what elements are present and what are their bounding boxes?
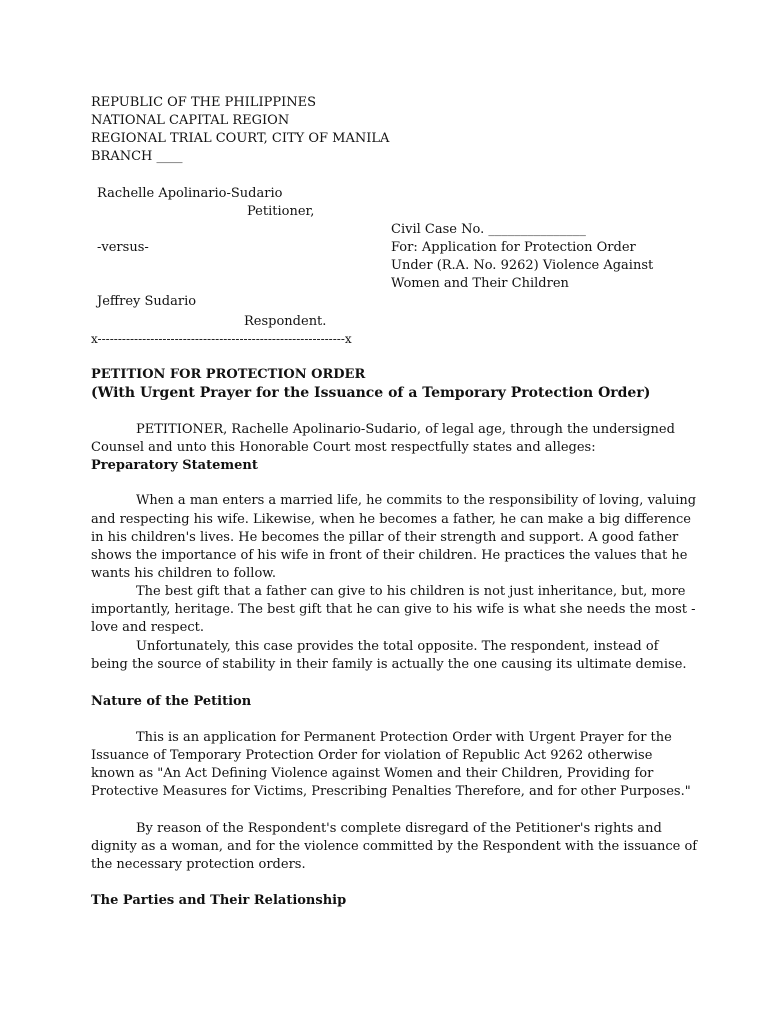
petitioner-role: Petitioner, (247, 204, 315, 219)
versus-label: -versus- (97, 240, 149, 255)
heading-preparatory-statement: Preparatory Statement (91, 458, 258, 473)
heading-parties-relationship: The Parties and Their Relationship (91, 893, 347, 908)
paragraph-line: love and respect. (91, 620, 204, 635)
intro-line-2: Counsel and unto this Honorable Court most respectfully states and alleges: (91, 440, 596, 455)
caption-divider: x-------------------------------------------------------------x (91, 332, 352, 346)
paragraph-line: known as "An Act Defining Violence against Women and their Children, Providing for (91, 766, 654, 781)
paragraph-line: being the source of stability in their family is actually the one causing its ultimate demise. (91, 657, 687, 672)
petitioner-name: Rachelle Apolinario-Sudario (97, 186, 283, 201)
paragraph-line: shows the importance of his wife in front of their children. He practices the values that he (91, 548, 688, 563)
paragraph-line: This is an application for Permanent Protection Order with Urgent Prayer for the (136, 730, 672, 745)
paragraph-line: dignity as a woman, and for the violence committed by the Respondent with the issuance of (91, 839, 698, 854)
for-line-1: For: Application for Protection Order (391, 240, 636, 255)
header-republic: REPUBLIC OF THE PHILIPPINES (91, 95, 316, 110)
paragraph-line: wants his children to follow. (91, 566, 276, 581)
paragraph-line: By reason of the Respondent's complete disregard of the Petitioner's rights and (136, 821, 662, 836)
paragraph-line: and respecting his wife. Likewise, when he becomes a father, he can make a big difference (91, 512, 691, 527)
paragraph-line: importantly, heritage. The best gift that he can give to his wife is what she needs the most - (91, 602, 696, 617)
paragraph-line: Protective Measures for Victims, Prescribing Penalties Therefore, and for other Purposes." (91, 784, 691, 799)
petition-subtitle: (With Urgent Prayer for the Issuance of a Temporary Protection Order) (91, 385, 651, 401)
civil-case-number: Civil Case No. _______________ (391, 222, 586, 237)
intro-line-1: PETITIONER, Rachelle Apolinario-Sudario, of legal age, through the undersigned (136, 422, 675, 437)
heading-nature-of-petition: Nature of the Petition (91, 694, 252, 709)
respondent-name: Jeffrey Sudario (97, 294, 197, 309)
paragraph-line: Issuance of Temporary Protection Order for violation of Republic Act 9262 otherwise (91, 748, 653, 763)
paragraph-line: When a man enters a married life, he commits to the responsibility of loving, valuing (136, 493, 697, 508)
paragraph-line: in his children's lives. He becomes the pillar of their strength and support. A good father (91, 530, 679, 545)
header-court: REGIONAL TRIAL COURT, CITY OF MANILA (91, 131, 390, 146)
paragraph-line: The best gift that a father can give to his children is not just inheritance, but, more (136, 584, 686, 599)
for-line-2: Under (R.A. No. 9262) Violence Against (391, 258, 654, 273)
petition-title: PETITION FOR PROTECTION ORDER (91, 367, 366, 382)
paragraph-line: the necessary protection orders. (91, 857, 306, 872)
header-branch: BRANCH ____ (91, 149, 183, 164)
header-region: NATIONAL CAPITAL REGION (91, 113, 290, 128)
paragraph-line: Unfortunately, this case provides the total opposite. The respondent, instead of (136, 639, 659, 654)
for-line-3: Women and Their Children (391, 276, 569, 291)
respondent-role: Respondent. (244, 314, 327, 329)
